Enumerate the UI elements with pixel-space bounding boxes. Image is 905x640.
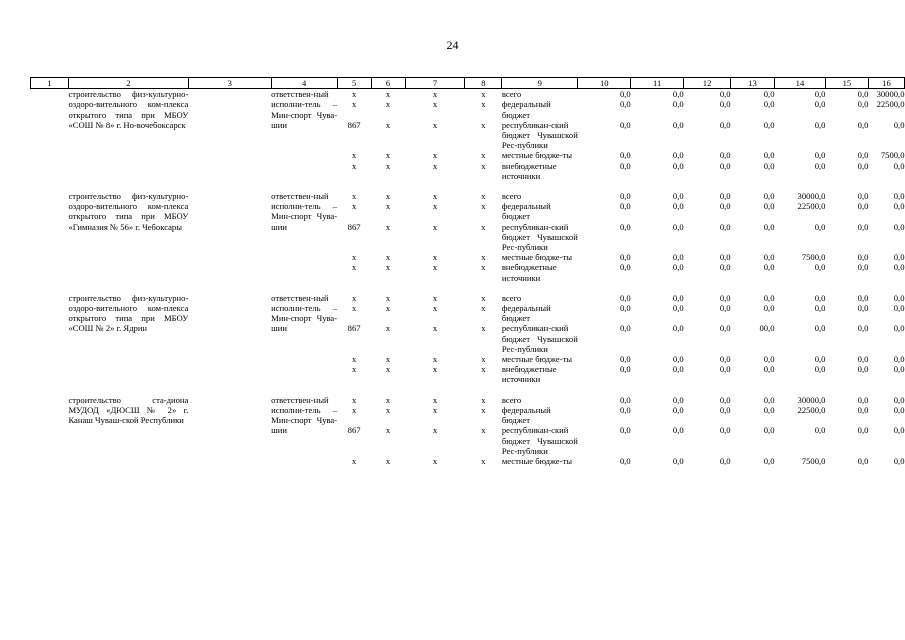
row-number-cell [31, 395, 69, 466]
col-header: 12 [684, 78, 731, 89]
code-cell: х [385, 404, 391, 415]
code-cell: х [432, 394, 438, 405]
amount-cell: 0,0 [672, 89, 684, 100]
funding-source: внебюджетные источники [501, 262, 557, 283]
amount-cell: 0,0 [719, 364, 731, 375]
col-header: 9 [502, 78, 578, 89]
amount-cell: 0,0 [719, 323, 731, 334]
col-header: 3 [188, 78, 271, 89]
amount-cell: 30000,0 [876, 89, 905, 100]
code-cell: 867 [347, 119, 361, 130]
row-number-cell [31, 191, 69, 283]
code-cell: х [351, 262, 357, 273]
code-cell: х [432, 221, 438, 232]
table-row [31, 395, 905, 405]
code-cell: 867 [347, 425, 361, 436]
amount-cell: 7500,0 [880, 150, 905, 161]
amount-cell: 0,0 [619, 404, 631, 415]
amount-cell: 0,0 [672, 354, 684, 365]
amount-cell: 0,0 [619, 323, 631, 334]
page-number: 24 [446, 38, 459, 52]
code-cell: х [385, 201, 391, 212]
amount-cell: 0,0 [719, 252, 731, 263]
amount-cell: 22500,0 [797, 201, 826, 212]
empty-cell [188, 89, 271, 181]
funding-source: местные бюдже-ты [501, 455, 572, 466]
amount-cell: 0,0 [857, 191, 869, 202]
spacer-cell [31, 181, 905, 191]
code-cell: х [351, 191, 357, 202]
responsible-executor: ответствен-ный исполни-тель – Мин-спорт Чува-шии [271, 292, 338, 334]
code-cell: х [481, 150, 486, 161]
amount-cell: 22500,0 [797, 404, 826, 415]
col-header: 11 [631, 78, 684, 89]
amount-cell: 0,0 [619, 425, 631, 436]
amount-cell: 0,0 [719, 394, 731, 405]
funding-source: республикан-ский бюджет Чувашской Рес-публики [501, 221, 578, 253]
spacer-row [31, 283, 905, 293]
amount-cell: 0,0 [893, 191, 905, 202]
amount-cell: 0,0 [619, 201, 631, 212]
code-cell: х [432, 89, 438, 100]
funding-source: республикан-ский бюджет Чувашской Рес-публики [501, 425, 578, 456]
code-cell: 867 [347, 323, 361, 334]
col-header: 14 [775, 78, 826, 89]
amount-cell: 0,0 [672, 160, 684, 171]
amount-cell: 00,0 [759, 323, 775, 334]
amount-cell: 0,0 [893, 425, 905, 436]
code-cell: х [385, 455, 391, 466]
amount-cell: 0,0 [814, 119, 826, 130]
code-cell: х [385, 89, 391, 100]
amount-cell: 0,0 [763, 455, 775, 466]
amount-cell: 0,0 [857, 221, 869, 232]
amount-cell: 0,0 [719, 292, 731, 303]
code-cell: х [432, 292, 438, 303]
amount-cell: 0,0 [814, 150, 826, 161]
code-cell: х [385, 292, 391, 303]
table-row [31, 89, 905, 100]
code-cell: х [385, 364, 391, 375]
amount-cell: 0,0 [763, 252, 775, 263]
amount-cell: 0,0 [719, 160, 731, 171]
amount-cell: 0,0 [814, 303, 826, 314]
amount-cell: 0,0 [672, 191, 684, 202]
amount-cell: 0,0 [857, 99, 869, 110]
code-cell: х [481, 354, 486, 365]
amount-cell: 0,0 [719, 191, 731, 202]
amount-cell: 0,0 [763, 364, 775, 375]
empty-cell [188, 293, 271, 385]
funding-source: федеральный бюджет [501, 201, 551, 222]
code-cell: х [481, 455, 486, 466]
amount-cell: 0,0 [763, 394, 775, 405]
amount-cell: 0,0 [619, 292, 631, 303]
amount-cell: 0,0 [763, 354, 775, 365]
amount-cell: 0,0 [893, 455, 905, 466]
amount-cell: 0,0 [672, 394, 684, 405]
amount-cell: 0,0 [619, 160, 631, 171]
amount-cell: 0,0 [857, 252, 869, 263]
amount-cell: 0,0 [857, 292, 869, 303]
amount-cell: 0,0 [619, 394, 631, 405]
amount-cell: 0,0 [672, 201, 684, 212]
col-header: 4 [271, 78, 337, 89]
amount-cell: 0,0 [814, 354, 826, 365]
code-cell: х [351, 303, 357, 314]
amount-cell: 22500,0 [876, 99, 905, 110]
code-cell: х [385, 262, 391, 273]
amount-cell: 0,0 [814, 221, 826, 232]
funding-source: федеральный бюджет [501, 404, 551, 426]
amount-cell: 0,0 [763, 89, 775, 100]
code-cell: х [481, 303, 486, 314]
code-cell: х [385, 221, 391, 232]
amount-cell: 0,0 [619, 221, 631, 232]
measure-description: строительство физ-культурно-оздоро-вительного ком-плекса открытого типа при МБОУ «СОШ № 8» г. Но-вочебоксарск [68, 89, 189, 130]
code-cell: х [432, 150, 438, 161]
code-cell: х [481, 160, 486, 171]
code-cell: х [385, 354, 391, 365]
amount-cell: 0,0 [857, 394, 869, 405]
code-cell: х [432, 201, 438, 212]
amount-cell: 0,0 [763, 303, 775, 314]
amount-cell: 0,0 [893, 252, 905, 263]
col-header: 10 [578, 78, 631, 89]
col-header: 2 [68, 78, 188, 89]
code-cell: х [385, 394, 391, 405]
amount-cell: 0,0 [672, 252, 684, 263]
amount-cell: 0,0 [619, 354, 631, 365]
funding-source: всего [501, 89, 522, 100]
amount-cell: 30000,0 [797, 191, 826, 202]
amount-cell: 0,0 [763, 119, 775, 130]
amount-cell: 0,0 [857, 364, 869, 375]
amount-cell: 0,0 [763, 292, 775, 303]
code-cell: х [385, 160, 391, 171]
code-cell: х [432, 354, 438, 365]
code-cell: х [481, 89, 486, 100]
measure-description: строительство физ-культурно-оздоро-вительного ком-плекса открытого типа при МБОУ «СОШ № 2» г. Ядрин [68, 292, 189, 334]
code-cell: х [481, 119, 486, 130]
amount-cell: 0,0 [857, 404, 869, 415]
amount-cell: 0,0 [672, 404, 684, 415]
amount-cell: 0,0 [672, 150, 684, 161]
code-cell: х [481, 364, 486, 375]
table-row [31, 191, 905, 201]
amount-cell: 0,0 [763, 201, 775, 212]
amount-cell: 0,0 [857, 303, 869, 314]
table-row [31, 293, 905, 303]
code-cell: х [432, 425, 438, 436]
amount-cell: 0,0 [719, 303, 731, 314]
col-header: 5 [337, 78, 371, 89]
code-cell: х [351, 394, 357, 405]
col-header: 13 [731, 78, 775, 89]
amount-cell: 0,0 [672, 262, 684, 273]
code-cell: х [481, 425, 486, 436]
code-cell: х [432, 99, 438, 110]
amount-cell: 0,0 [719, 89, 731, 100]
funding-source: всего [501, 292, 522, 303]
amount-cell: 0,0 [619, 191, 631, 202]
funding-source: внебюджетные источники [501, 160, 557, 181]
code-cell: х [385, 150, 391, 161]
header-row [31, 78, 905, 89]
measure-description: строительство физ-культурно-оздоро-вительного ком-плекса открытого типа при МБОУ «Гимназия № 56» г. Чебоксары [68, 191, 189, 232]
code-cell: х [351, 364, 357, 375]
col-header: 6 [371, 78, 405, 89]
code-cell: х [481, 191, 486, 202]
code-cell: х [432, 160, 438, 171]
amount-cell: 0,0 [814, 160, 826, 171]
amount-cell: 0,0 [857, 150, 869, 161]
amount-cell: 0,0 [893, 221, 905, 232]
code-cell: х [432, 252, 438, 263]
funding-source: республикан-ский бюджет Чувашской Рес-публики [501, 323, 578, 354]
funding-source: всего [501, 191, 522, 202]
code-cell: х [432, 404, 438, 415]
amount-cell: 0,0 [893, 119, 905, 130]
budget-table [30, 77, 905, 466]
amount-cell: 0,0 [814, 89, 826, 100]
amount-cell: 0,0 [719, 221, 731, 232]
amount-cell: 0,0 [893, 323, 905, 334]
amount-cell: 0,0 [763, 221, 775, 232]
amount-cell: 0,0 [814, 364, 826, 375]
amount-cell: 0,0 [719, 425, 731, 436]
funding-source: местные бюдже-ты [501, 150, 572, 161]
amount-cell: 0,0 [814, 425, 826, 436]
funding-source: местные бюдже-ты [501, 252, 572, 263]
funding-source: федеральный бюджет [501, 99, 551, 120]
code-cell: х [351, 354, 357, 365]
code-cell: х [481, 262, 486, 273]
spacer-cell [31, 283, 905, 293]
code-cell: х [351, 455, 357, 466]
amount-cell: 0,0 [619, 262, 631, 273]
amount-cell: 0,0 [857, 425, 869, 436]
spacer-row [31, 181, 905, 191]
funding-source: местные бюдже-ты [501, 354, 572, 365]
amount-cell: 0,0 [857, 119, 869, 130]
code-cell: х [351, 89, 357, 100]
responsible-executor: ответствен-ный исполни-тель – Мин-спорт Чува-шии [271, 89, 338, 130]
responsible-executor: ответствен-ный исполни-тель – Мин-спорт Чува-шии [271, 191, 338, 232]
amount-cell: 0,0 [893, 394, 905, 405]
amount-cell: 0,0 [672, 303, 684, 314]
amount-cell: 0,0 [672, 221, 684, 232]
code-cell: х [385, 99, 391, 110]
code-cell: х [432, 191, 438, 202]
code-cell: 867 [347, 221, 361, 232]
amount-cell: 0,0 [672, 364, 684, 375]
funding-source: всего [501, 394, 522, 405]
code-cell: х [432, 364, 438, 375]
amount-cell: 0,0 [619, 99, 631, 110]
amount-cell: 0,0 [719, 262, 731, 273]
spacer-cell [31, 385, 905, 395]
row-number-cell [31, 293, 69, 385]
spacer-row [31, 385, 905, 395]
amount-cell: 0,0 [857, 160, 869, 171]
amount-cell: 0,0 [763, 160, 775, 171]
amount-cell: 0,0 [893, 201, 905, 212]
code-cell: х [385, 303, 391, 314]
amount-cell: 0,0 [619, 119, 631, 130]
amount-cell: 0,0 [672, 99, 684, 110]
col-header: 8 [465, 78, 502, 89]
amount-cell: 0,0 [814, 262, 826, 273]
code-cell: х [385, 191, 391, 202]
amount-cell: 0,0 [619, 150, 631, 161]
amount-cell: 0,0 [763, 150, 775, 161]
amount-cell: 0,0 [893, 364, 905, 375]
amount-cell: 0,0 [619, 89, 631, 100]
funding-source: федеральный бюджет [501, 303, 551, 324]
empty-cell [188, 395, 271, 466]
code-cell: х [351, 99, 357, 110]
amount-cell: 0,0 [619, 455, 631, 466]
amount-cell: 0,0 [672, 119, 684, 130]
code-cell: х [481, 323, 486, 334]
amount-cell: 0,0 [763, 425, 775, 436]
empty-cell [188, 191, 271, 283]
amount-cell: 0,0 [619, 252, 631, 263]
amount-cell: 0,0 [857, 354, 869, 365]
amount-cell: 0,0 [893, 160, 905, 171]
amount-cell: 0,0 [672, 323, 684, 334]
code-cell: х [351, 252, 357, 263]
code-cell: х [385, 119, 391, 130]
amount-cell: 0,0 [893, 292, 905, 303]
amount-cell: 0,0 [857, 89, 869, 100]
code-cell: х [481, 404, 486, 415]
col-header: 1 [31, 78, 69, 89]
amount-cell: 0,0 [893, 303, 905, 314]
code-cell: х [351, 201, 357, 212]
amount-cell: 0,0 [893, 354, 905, 365]
responsible-executor: ответствен-ный исполни-тель – Мин-спорт Чува-шии [271, 394, 338, 436]
col-header: 15 [825, 78, 868, 89]
amount-cell: 0,0 [763, 99, 775, 110]
amount-cell: 0,0 [672, 292, 684, 303]
col-header: 16 [868, 78, 904, 89]
amount-cell: 0,0 [672, 425, 684, 436]
code-cell: х [481, 394, 486, 405]
amount-cell: 0,0 [763, 191, 775, 202]
amount-cell: 0,0 [719, 404, 731, 415]
amount-cell: 0,0 [814, 99, 826, 110]
amount-cell: 0,0 [857, 323, 869, 334]
code-cell: х [432, 323, 438, 334]
amount-cell: 0,0 [719, 201, 731, 212]
funding-source: внебюджетные источники [501, 364, 557, 385]
measure-description: строительство ста-диона МУДОД «ДЮСШ № 2» г. Канаш Чуваш-ской Республики [68, 394, 189, 426]
amount-cell: 0,0 [719, 150, 731, 161]
code-cell: х [351, 150, 357, 161]
col-header: 7 [405, 78, 465, 89]
row-number-cell [31, 89, 69, 181]
code-cell: х [432, 303, 438, 314]
amount-cell: 0,0 [814, 292, 826, 303]
amount-cell: 0,0 [763, 404, 775, 415]
table-body [31, 89, 905, 466]
code-cell: х [351, 404, 357, 415]
amount-cell: 0,0 [857, 201, 869, 212]
code-cell: х [432, 455, 438, 466]
code-cell: х [385, 425, 391, 436]
amount-cell: 0,0 [893, 404, 905, 415]
amount-cell: 0,0 [619, 364, 631, 375]
code-cell: х [481, 99, 486, 110]
amount-cell: 0,0 [719, 354, 731, 365]
code-cell: х [351, 160, 357, 171]
code-cell: х [481, 252, 486, 263]
code-cell: х [481, 201, 486, 212]
amount-cell: 0,0 [672, 455, 684, 466]
code-cell: х [385, 323, 391, 334]
amount-cell: 30000,0 [797, 394, 826, 405]
amount-cell: 0,0 [719, 119, 731, 130]
amount-cell: 0,0 [719, 99, 731, 110]
amount-cell: 0,0 [619, 303, 631, 314]
amount-cell: 0,0 [814, 323, 826, 334]
amount-cell: 0,0 [763, 262, 775, 273]
amount-cell: 0,0 [857, 262, 869, 273]
amount-cell: 7500,0 [801, 455, 826, 466]
code-cell: х [432, 262, 438, 273]
amount-cell: 0,0 [857, 455, 869, 466]
code-cell: х [351, 292, 357, 303]
amount-cell: 0,0 [719, 455, 731, 466]
amount-cell: 0,0 [893, 262, 905, 273]
code-cell: х [432, 119, 438, 130]
code-cell: х [481, 292, 486, 303]
funding-source: республикан-ский бюджет Чувашской Рес-публики [501, 119, 578, 151]
code-cell: х [481, 221, 486, 232]
amount-cell: 7500,0 [801, 252, 826, 263]
code-cell: х [385, 252, 391, 263]
